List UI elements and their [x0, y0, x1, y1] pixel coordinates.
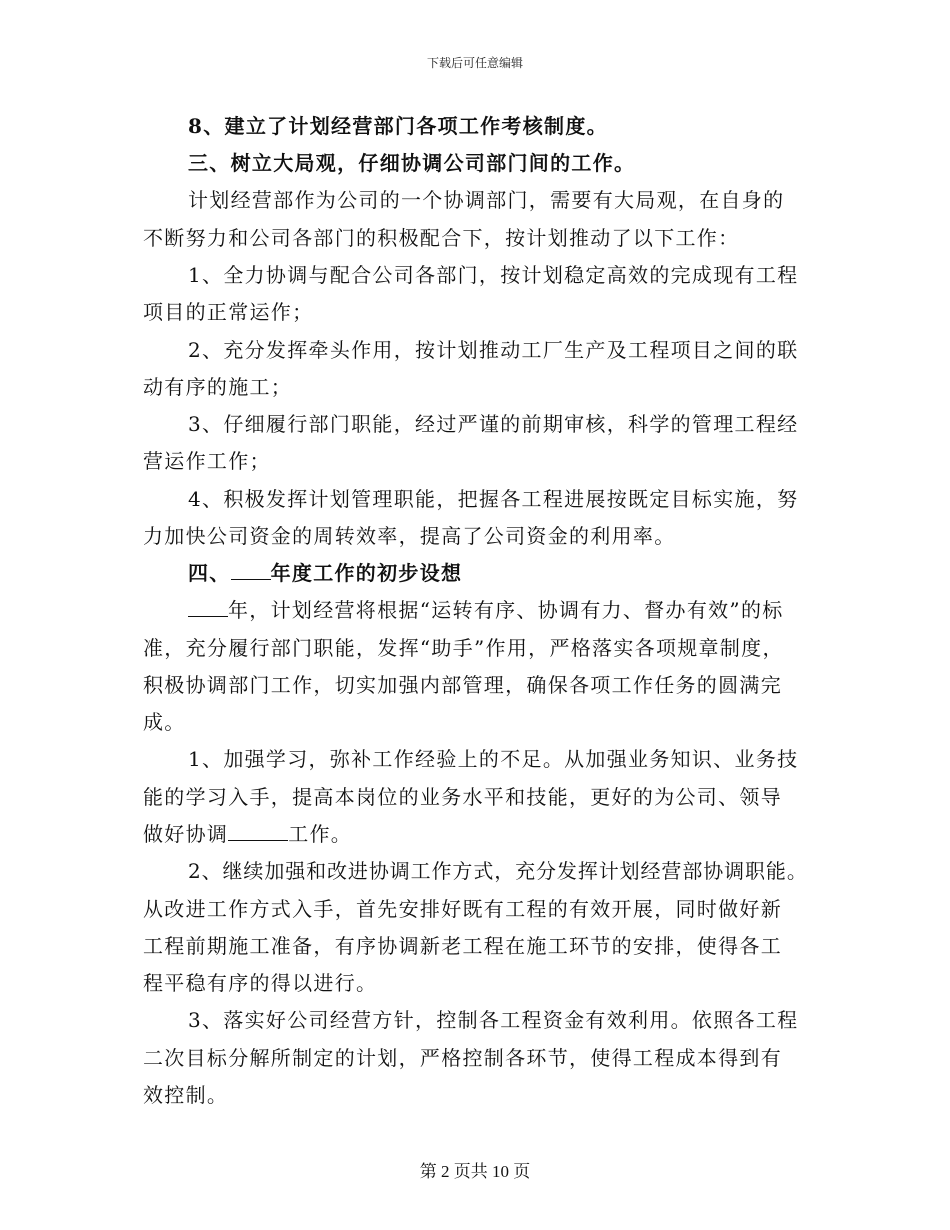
paragraph-line: 力加快公司资金的周转效率，提高了公司资金的利用率。 [143, 524, 676, 548]
paragraph-line: 1、加强学习，弥补工作经验上的不足。从加强业务知识、业务技 [188, 747, 799, 771]
paragraph-line [143, 821, 352, 847]
paragraph-line: 二次目标分解所制定的计划，严格控制各环节，使得工程成本得到有 [143, 1046, 782, 1070]
paragraph-line: 2、充分发挥牵头作用，按计划推动工厂生产及工程项目之间的联 [188, 338, 799, 362]
paragraph-text: 工作。 [288, 822, 353, 846]
paragraph-line: 3、仔细履行部门职能，经过严谨的前期审核，科学的管理工程经 [188, 412, 799, 436]
paragraph-line: 不断努力和公司各部门的积极配合下，按计划推动了以下工作： [143, 226, 740, 250]
paragraph-line: 4、积极发挥计划管理职能，把握各工程进展按既定目标实施，努 [188, 487, 799, 511]
paragraph-line: 2、继续加强和改进协调工作方式，充分发挥计划经营部协调职能。 [188, 859, 808, 883]
section-item-8: 8、建立了计划经营部门各项工作考核制度。 [188, 114, 608, 138]
paragraph-text: 年，计划经营将根据“运转有序、协调有力、督办有效”的标 [228, 598, 784, 622]
section-heading-4 [188, 560, 462, 586]
paragraph-line: 积极协调部门工作，切实加强内部管理，确保各项工作任务的圆满完 [143, 673, 782, 697]
paragraph-line: 程平稳有序的得以进行。 [143, 971, 378, 995]
paragraph-line [188, 597, 784, 623]
paragraph-line: 动有序的施工； [143, 375, 293, 399]
page-header: 下载后可任意编辑 [426, 56, 523, 70]
fill-in-blank [228, 822, 288, 841]
paragraph-line: 工程前期施工准备，有序协调新老工程在施工环节的安排，使得各工 [143, 934, 782, 958]
paragraph-line: 计划经营部作为公司的一个协调部门，需要有大局观，在自身的 [188, 188, 785, 212]
paragraph-line: 准，充分履行部门职能，发挥“助手”作用，严格落实各项规章制度， [143, 636, 784, 660]
paragraph-line: 1、全力协调与配合公司各部门，按计划稳定高效的完成现有工程 [188, 263, 799, 287]
paragraph-line: 项目的正常运作； [143, 300, 314, 324]
paragraph-line: 3、落实好公司经营方针，控制各工程资金有效利用。依照各工程 [188, 1008, 799, 1032]
heading-prefix: 四、 [188, 561, 231, 585]
section-heading-3: 三、树立大局观，仔细协调公司部门间的工作。 [188, 151, 636, 175]
paragraph-line: 成。 [143, 710, 186, 734]
paragraph-line: 效控制。 [143, 1083, 229, 1107]
paragraph-line: 能的学习入手，提高本岗位的业务水平和技能，更好的为公司、领导 [143, 785, 782, 809]
fill-in-blank [188, 598, 228, 617]
heading-rest: 年度工作的初步设想 [270, 561, 463, 585]
paragraph-line: 从改进工作方式入手，首先安排好既有工程的有效开展，同时做好新 [143, 897, 782, 921]
paragraph-line: 营运作工作； [143, 449, 271, 473]
fill-in-blank [231, 561, 271, 580]
paragraph-text: 做好协调 [143, 822, 229, 846]
page-number: 第 2 页共 10 页 [419, 1162, 531, 1181]
